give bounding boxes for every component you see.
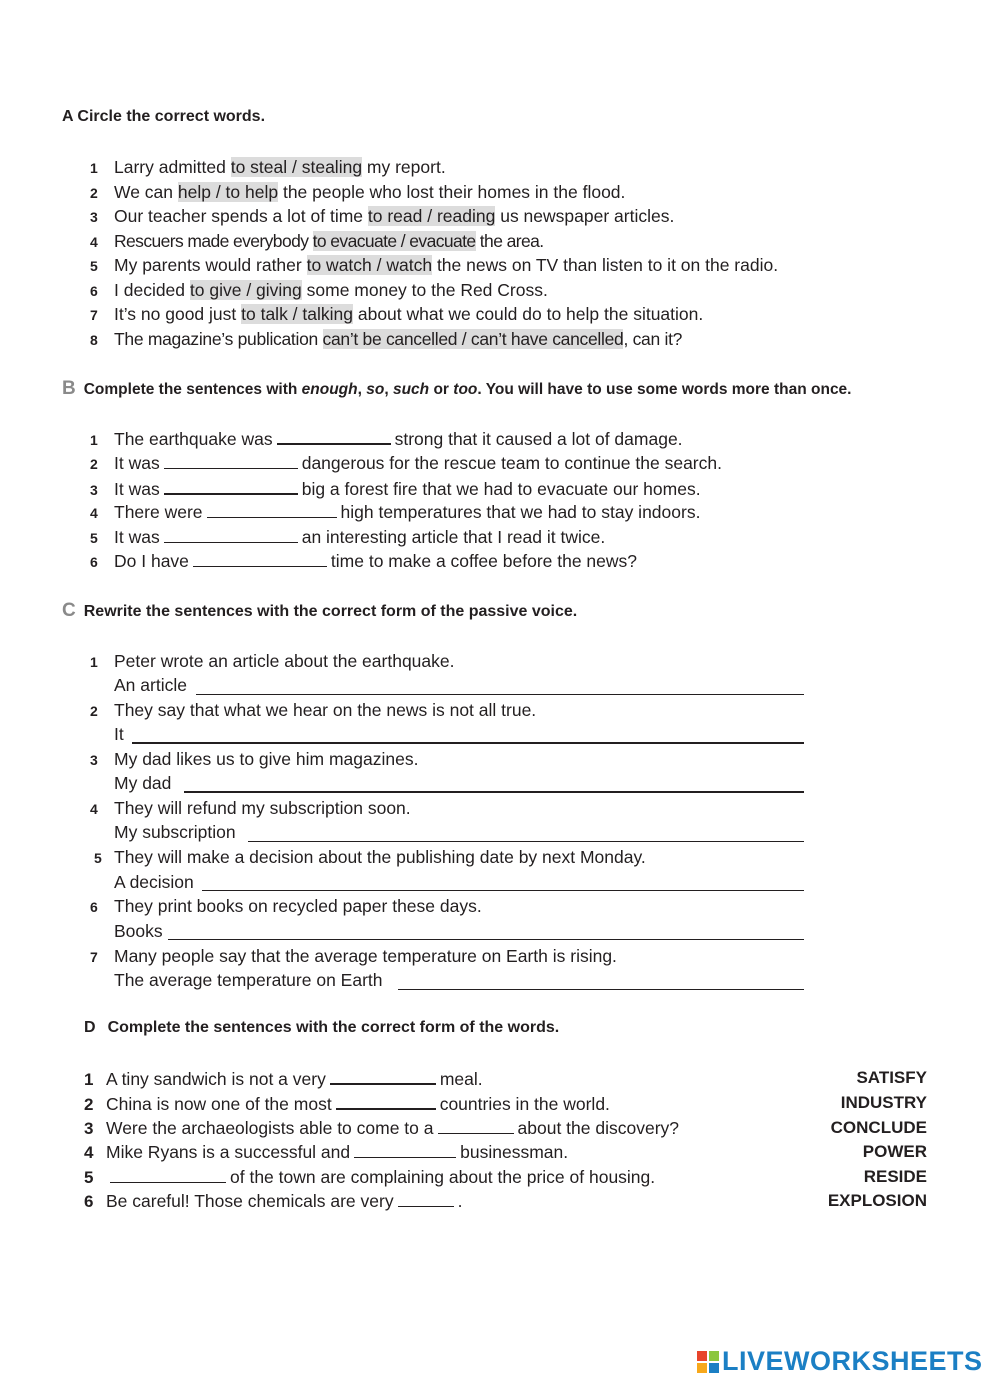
item-text: The earthquake was <box>114 429 273 449</box>
c-item-1 <box>90 650 455 673</box>
item-text: Peter wrote an article about the earthquake. <box>114 651 455 671</box>
item-text: an interesting article that I read it twice. <box>301 527 606 547</box>
item-number: 5 <box>90 258 98 274</box>
item-number: 5 <box>94 850 102 866</box>
c-start-4: My subscription <box>114 822 236 842</box>
item-number: 6 <box>84 1192 94 1211</box>
answer-blank[interactable] <box>354 1141 456 1158</box>
answer-blank[interactable] <box>110 1166 226 1183</box>
item-text: Be careful! Those chemicals are very <box>106 1191 394 1211</box>
answer-blank[interactable] <box>336 1092 436 1110</box>
c-item-5 <box>94 846 646 869</box>
a-item-3 <box>90 205 674 228</box>
item-number: 4 <box>90 801 98 817</box>
item-text: some money to the Red Cross. <box>301 280 548 300</box>
a-item-2 <box>90 181 625 204</box>
item-number: 6 <box>90 554 98 570</box>
section-letter: D <box>84 1019 96 1036</box>
logo-text: LIVEWORKSHEETS <box>722 1346 983 1376</box>
item-text: A tiny sandwich is not a very <box>106 1069 326 1089</box>
item-number: 8 <box>90 332 98 348</box>
answer-blank[interactable] <box>438 1117 514 1134</box>
choice-option[interactable]: can’t be cancelled / can’t have cancelled <box>322 329 624 349</box>
b-item-1 <box>90 427 683 451</box>
answer-blank[interactable] <box>193 550 327 567</box>
section-a-title: A Circle the correct words. <box>62 108 266 125</box>
b-item-6 <box>90 550 637 573</box>
a-item-5 <box>90 254 778 277</box>
item-number: 3 <box>90 482 98 498</box>
choice-option[interactable]: to watch / watch <box>306 255 433 275</box>
a-item-7 <box>90 303 703 326</box>
b-item-4 <box>90 501 700 524</box>
item-text: the area. <box>475 231 544 251</box>
item-text: dangerous for the rescue team to continue the search. <box>301 453 722 473</box>
title-word: too <box>453 381 478 398</box>
title-text: Complete the sentences with <box>83 381 302 398</box>
item-text: of the town are complaining about the price of housing. <box>230 1167 656 1187</box>
title-text: , <box>384 381 393 398</box>
title-word: enough <box>301 381 358 398</box>
item-number: 1 <box>84 1070 94 1089</box>
item-text: the people who lost their homes in the flood. <box>278 182 626 202</box>
liveworksheets-logo <box>697 1346 983 1377</box>
root-word: SATISFY <box>856 1068 927 1087</box>
item-text: It was <box>114 479 160 499</box>
answer-line[interactable] <box>248 841 804 842</box>
item-number: 4 <box>84 1143 94 1162</box>
d-item-1 <box>84 1067 483 1091</box>
item-text: time to make a coffee before the news? <box>330 551 638 571</box>
answer-blank[interactable] <box>330 1067 436 1085</box>
choice-option[interactable]: to give / giving <box>189 280 302 300</box>
d-item-6 <box>84 1190 462 1213</box>
title-text: . You will have to use some words more than once. <box>477 381 852 398</box>
item-text: Mike Ryans is a successful and <box>106 1142 351 1162</box>
title-text: Rewrite the sentences with the correct form of the passive voice. <box>83 603 578 620</box>
item-number: 4 <box>90 505 98 521</box>
c-start-7: The average temperature on Earth <box>114 970 383 990</box>
item-number: 4 <box>90 234 98 250</box>
item-number: 7 <box>90 949 98 965</box>
title-word: such <box>392 381 430 398</box>
item-number: 5 <box>90 530 98 546</box>
item-text: about what we could do to help the situation. <box>353 304 704 324</box>
b-item-2 <box>90 452 722 475</box>
answer-blank[interactable] <box>207 501 337 518</box>
c-item-7 <box>90 945 617 968</box>
item-text: We can <box>114 182 178 202</box>
item-text: big a forest fire that we had to evacuate our homes. <box>301 479 701 499</box>
root-word: EXPLOSION <box>827 1191 927 1210</box>
choice-option[interactable]: to steal / stealing <box>230 157 363 177</box>
item-text: I decided <box>114 280 190 300</box>
c-start-3: My dad <box>114 773 172 793</box>
root-word: CONCLUDE <box>830 1118 927 1137</box>
item-number: 5 <box>84 1168 94 1187</box>
c-item-2 <box>90 699 536 722</box>
item-number: 2 <box>90 185 98 201</box>
section-b-title <box>62 378 852 400</box>
item-text: high temperatures that we had to stay indoors. <box>340 502 701 522</box>
answer-blank[interactable] <box>398 1190 454 1207</box>
b-item-5 <box>90 526 605 549</box>
answer-line[interactable] <box>132 742 804 744</box>
item-number: 1 <box>90 654 98 670</box>
item-number: 6 <box>90 899 98 915</box>
answer-blank[interactable] <box>164 452 298 469</box>
a-item-6 <box>90 279 548 302</box>
item-text: businessman. <box>460 1142 569 1162</box>
item-number: 2 <box>90 703 98 719</box>
c-item-6 <box>90 895 482 918</box>
root-word: POWER <box>862 1142 927 1161</box>
item-text: It was <box>114 527 160 547</box>
item-number: 1 <box>90 432 98 448</box>
section-d-title <box>84 1019 559 1037</box>
d-item-5 <box>84 1166 655 1189</box>
a-item-8 <box>90 328 682 351</box>
answer-blank[interactable] <box>164 477 298 495</box>
item-text: My parents would rather <box>114 255 307 275</box>
root-word: RESIDE <box>863 1167 927 1186</box>
item-number: 2 <box>90 456 98 472</box>
item-number: 6 <box>90 283 98 299</box>
item-text: Rescuers made everybody <box>114 231 313 251</box>
c-start-1: An article <box>114 675 187 695</box>
item-text: meal. <box>439 1069 483 1089</box>
item-text: China is now one of the most <box>106 1094 332 1114</box>
item-text: Were the archaeologists able to come to a <box>106 1118 434 1138</box>
answer-line[interactable] <box>196 694 804 695</box>
answer-line[interactable] <box>398 989 804 990</box>
section-letter: B <box>62 378 76 399</box>
answer-line[interactable] <box>168 939 804 940</box>
b-item-3 <box>90 477 701 501</box>
item-text: about the discovery? <box>517 1118 680 1138</box>
a-item-4 <box>90 230 543 253</box>
item-text: They will make a decision about the publishing date by next Monday. <box>114 847 646 867</box>
section-letter: C <box>62 600 76 621</box>
item-number: 1 <box>90 160 98 176</box>
title-text: or <box>429 381 454 398</box>
item-text: my report. <box>362 157 446 177</box>
item-text: strong that it caused a lot of damage. <box>394 429 683 449</box>
item-text: My dad likes us to give him magazines. <box>114 749 419 769</box>
c-start-2: It <box>114 724 124 744</box>
answer-blank[interactable] <box>164 526 298 543</box>
choice-option[interactable]: help / to help <box>177 182 279 202</box>
item-number: 3 <box>84 1119 94 1138</box>
c-item-4 <box>90 797 411 820</box>
item-text: They print books on recycled paper these days. <box>114 896 482 916</box>
title-text: Complete the sentences with the correct form of the words. <box>107 1019 560 1036</box>
section-c-title <box>62 600 577 622</box>
c-start-6: Books <box>114 921 163 941</box>
item-text: Many people say that the average temperature on Earth is rising. <box>114 946 617 966</box>
item-text: They will refund my subscription soon. <box>114 798 411 818</box>
item-text: the news on TV than listen to it on the radio. <box>432 255 779 275</box>
item-text: The magazine’s publication <box>114 329 323 349</box>
d-item-2 <box>84 1092 610 1116</box>
item-text: It’s no good just <box>114 304 242 324</box>
item-text: . <box>457 1191 463 1211</box>
choice-option[interactable]: to evacuate / evacuate <box>312 231 476 251</box>
d-item-4 <box>84 1141 568 1164</box>
item-number: 2 <box>84 1095 94 1114</box>
title-word: so <box>366 381 385 398</box>
a-item-1 <box>90 156 446 179</box>
item-text: Do I have <box>114 551 189 571</box>
item-text: It was <box>114 453 160 473</box>
title-text: , <box>357 381 367 398</box>
item-number: 3 <box>90 209 98 225</box>
choice-option[interactable]: to talk / talking <box>241 304 353 324</box>
answer-line[interactable] <box>202 890 804 891</box>
logo-mark-icon <box>697 1351 719 1373</box>
item-text: , can it? <box>623 329 683 349</box>
item-text: Our teacher spends a lot of time <box>114 206 368 226</box>
answer-line[interactable] <box>184 791 804 793</box>
choice-option[interactable]: to read / reading <box>367 206 496 226</box>
item-text: countries in the world. <box>439 1094 610 1114</box>
item-text: There were <box>114 502 203 522</box>
c-item-3 <box>90 748 418 771</box>
item-text: Larry admitted <box>114 157 231 177</box>
c-start-5: A decision <box>114 872 194 892</box>
item-text: us newspaper articles. <box>495 206 675 226</box>
item-number: 3 <box>90 752 98 768</box>
root-word: INDUSTRY <box>840 1093 927 1112</box>
item-text: They say that what we hear on the news is not all true. <box>114 700 537 720</box>
answer-blank[interactable] <box>277 427 391 445</box>
item-number: 7 <box>90 307 98 323</box>
d-item-3 <box>84 1117 679 1140</box>
